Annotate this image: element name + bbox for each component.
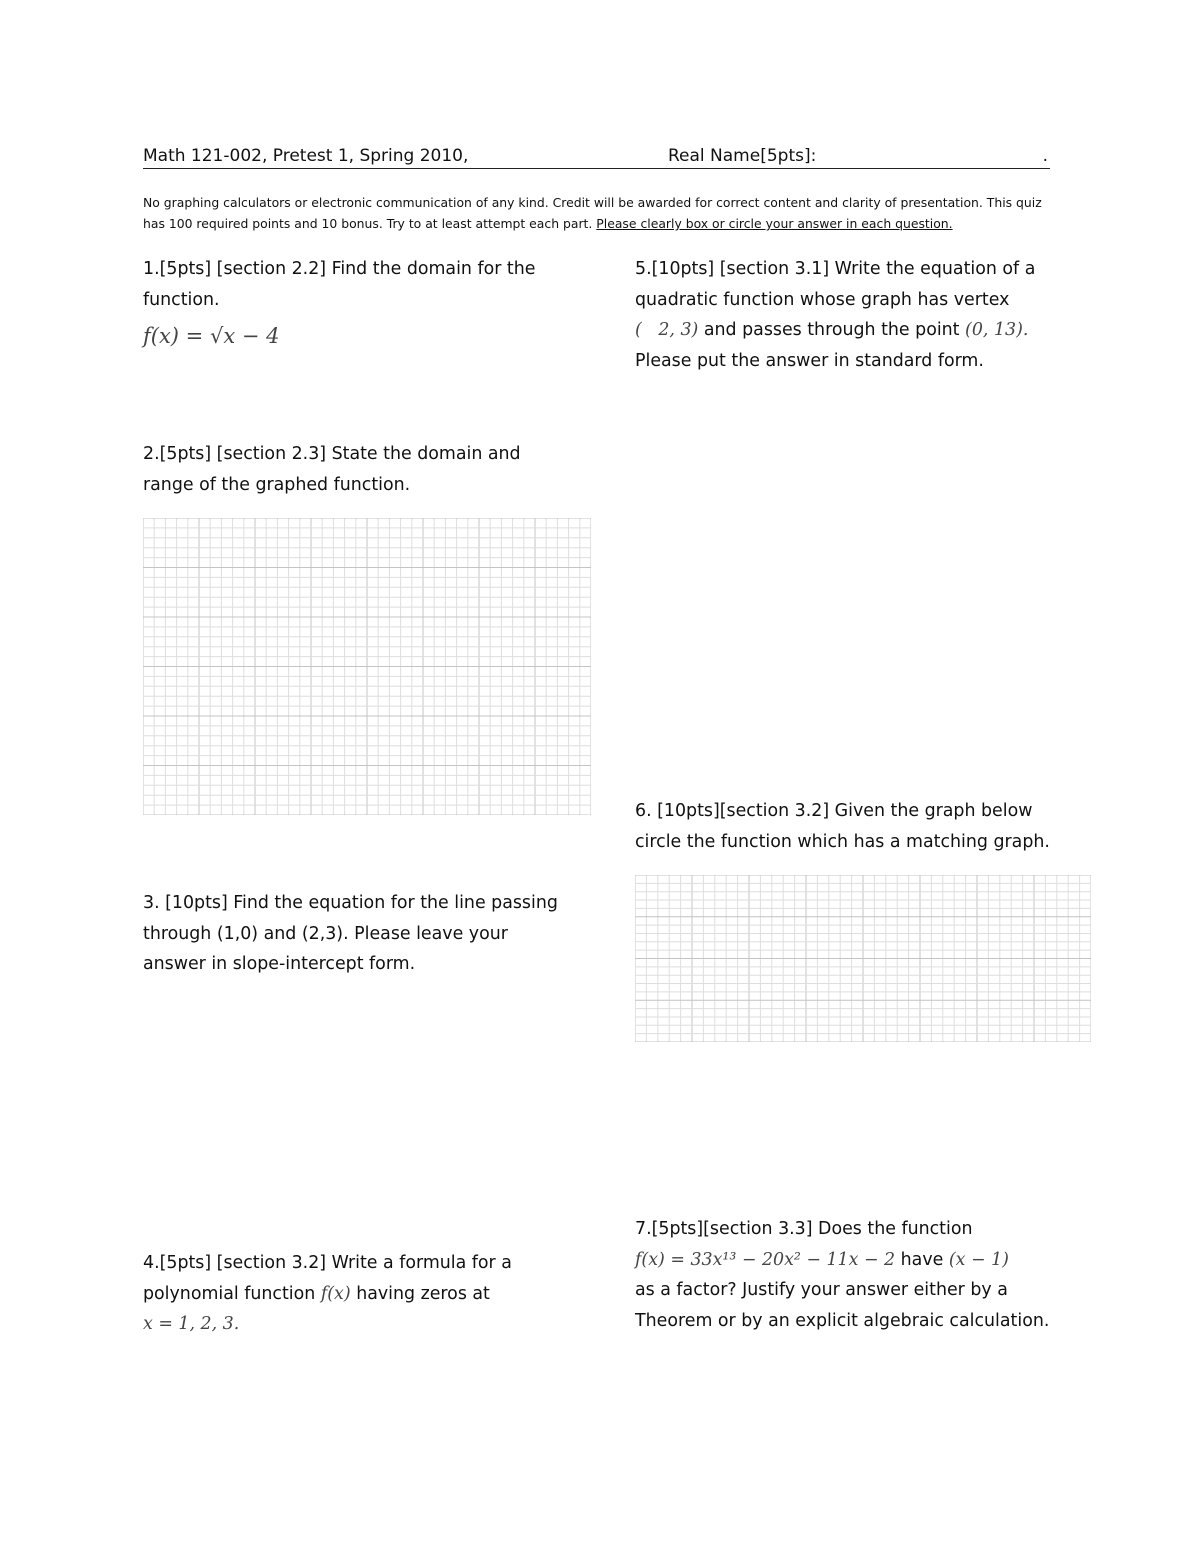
- question-3: [143, 888, 593, 980]
- question-7: [635, 1214, 1075, 1336]
- q5-line3: [635, 315, 1065, 346]
- header-end: .: [1042, 146, 1048, 166]
- q5-line4: Please put the answer in standard form.: [635, 350, 984, 371]
- q7-have: have: [900, 1249, 944, 1270]
- q3-line2: through (1,0) and (2,3). Please leave your: [143, 923, 508, 944]
- q4-line2-a: polynomial function: [143, 1283, 316, 1304]
- q7-factor: (x − 1): [948, 1249, 1009, 1270]
- instructions-text: No graphing calculators or electronic communication of any kind. Credit will be awarded for correct content and clarity of presentation. This quiz has 100 required points and 10 bonus. Try to at least attempt each part.: [143, 195, 1042, 231]
- q4-line2-b: having zeros at: [356, 1283, 490, 1304]
- q2-line2: range of the graphed function.: [143, 474, 411, 495]
- q5-line3-text: and passes through the point: [703, 320, 960, 340]
- q6-graph-grid: [635, 875, 1091, 1042]
- q1-formula: f(x) = √x − 4: [143, 324, 280, 348]
- q4-line2: [143, 1279, 593, 1310]
- q4-line1: 4.[5pts] [section 3.2] Write a formula for a: [143, 1253, 512, 1273]
- question-1: [143, 254, 593, 352]
- q3-line1: 3. [10pts] Find the equation for the line passing: [143, 893, 558, 913]
- q5-point: (0, 13).: [965, 320, 1029, 340]
- q7-line2: [635, 1245, 1075, 1276]
- course-title: Math 121-002, Pretest 1, Spring 2010,: [143, 146, 469, 166]
- name-label: Real Name[5pts]:: [668, 146, 817, 166]
- q7-polynomial: f(x) = 33x¹³ − 20x² − 11x − 2: [635, 1249, 896, 1270]
- q7-line3: as a factor? Justify your answer either by a: [635, 1280, 1008, 1300]
- q5-line1: 5.[10pts] [section 3.1] Write the equation of a: [635, 259, 1036, 279]
- q4-line2-math: f(x): [320, 1283, 351, 1304]
- q5-vertex: ( 2, 3): [635, 320, 699, 340]
- q6-line2: circle the function which has a matching graph.: [635, 831, 1050, 852]
- instructions-emphasis: Please clearly box or circle your answer in each question.: [596, 216, 953, 231]
- q4-line3: x = 1, 2, 3.: [143, 1314, 240, 1334]
- instructions: [143, 192, 1053, 234]
- q2-graph-grid: [143, 518, 591, 815]
- q3-line3: answer in slope-intercept form.: [143, 954, 416, 974]
- question-6: [635, 796, 1075, 857]
- q6-line1: 6. [10pts][section 3.2] Given the graph below: [635, 801, 1033, 821]
- question-4: [143, 1248, 593, 1340]
- q1-line1: 1.[5pts] [section 2.2] Find the domain for the: [143, 259, 536, 279]
- q1-line2: function.: [143, 289, 220, 310]
- question-5: [635, 254, 1065, 376]
- q2-line1: 2.[5pts] [section 2.3] State the domain and: [143, 444, 521, 464]
- q7-line1: 7.[5pts][section 3.3] Does the function: [635, 1219, 973, 1239]
- q5-line2: quadratic function whose graph has vertex: [635, 289, 1010, 310]
- question-2: [143, 439, 593, 500]
- q7-line4: Theorem or by an explicit algebraic calculation.: [635, 1310, 1050, 1331]
- exam-header: [143, 144, 1050, 169]
